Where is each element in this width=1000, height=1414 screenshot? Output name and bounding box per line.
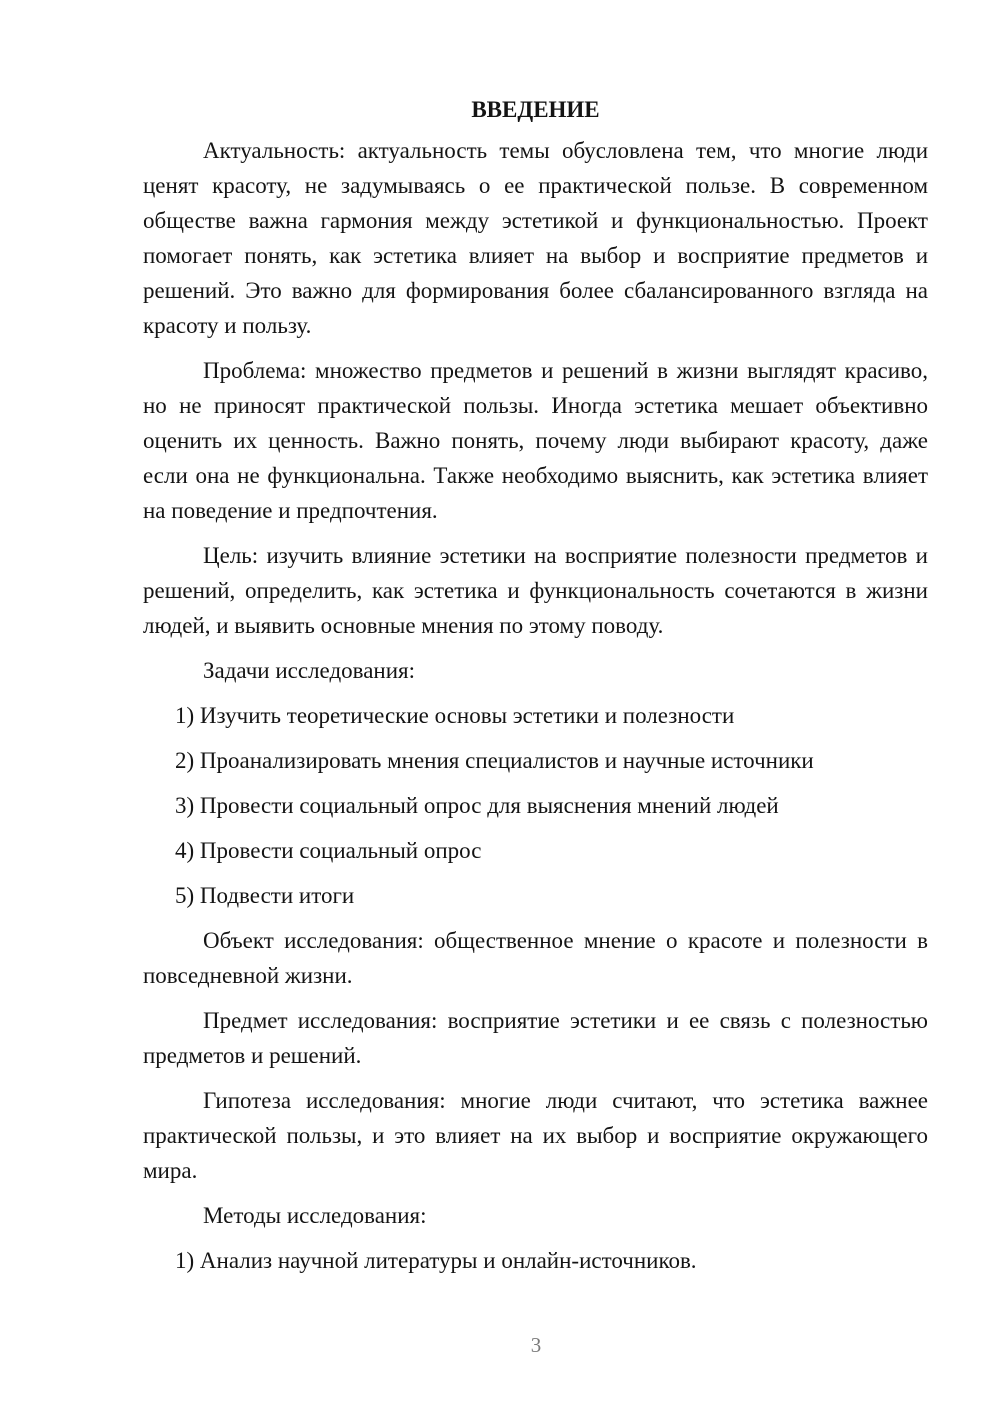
task-item: 3) Провести социальный опрос для выяснения мнений людей <box>175 793 779 818</box>
task-item: 1) Изучить теоретические основы эстетики и полезности <box>175 703 735 728</box>
problem-paragraph: Проблема: множество предметов и решений в жизни выглядят красиво, но не приносят практической пользы. Иногда эстетика мешает объективно оценить их ценность. Важно понять, почему люди выбирают красоту, даже если она не функциональна. Также необходимо выяснить, как эстетика влияет на поведение и предпочтения. <box>143 358 928 523</box>
methods-heading: Методы исследования: <box>203 1203 427 1228</box>
relevance-paragraph: Актуальность: актуальность темы обусловлена тем, что многие люди ценят красоту, не задумываясь о ее практической пользе. В современном обществе важна гармония между эстетикой и функциональностью. Проект помогает понять, как эстетика влияет на выбор и восприятие предметов и решений. Это важно для формирования более сбалансированного взгляда на красоту и пользу. <box>143 138 928 338</box>
task-item: 5) Подвести итоги <box>175 883 355 908</box>
object-paragraph: Объект исследования: общественное мнение о красоте и полезности в повседневной жизни. <box>143 928 928 988</box>
method-item: 1) Анализ научной литературы и онлайн-источников. <box>175 1248 697 1273</box>
hypothesis-paragraph: Гипотеза исследования: многие люди считают, что эстетика важнее практической пользы, и это влияет на их выбор и восприятие окружающего мира. <box>143 1088 928 1183</box>
task-item: 2) Проанализировать мнения специалистов и научные источники <box>175 748 814 773</box>
tasks-heading: Задачи исследования: <box>203 658 416 683</box>
goal-paragraph: Цель: изучить влияние эстетики на восприятие полезности предметов и решений, определить, как эстетика и функциональность сочетаются в жизни людей, и выявить основные мнения по этому поводу. <box>143 543 928 638</box>
task-item: 4) Провести социальный опрос <box>175 838 482 863</box>
page-number: 3 <box>530 1333 542 1357</box>
subject-paragraph: Предмет исследования: восприятие эстетики и ее связь с полезностью предметов и решений. <box>143 1008 928 1068</box>
document-body <box>143 93 928 1288</box>
page-title: ВВЕДЕНИЕ <box>471 97 600 122</box>
